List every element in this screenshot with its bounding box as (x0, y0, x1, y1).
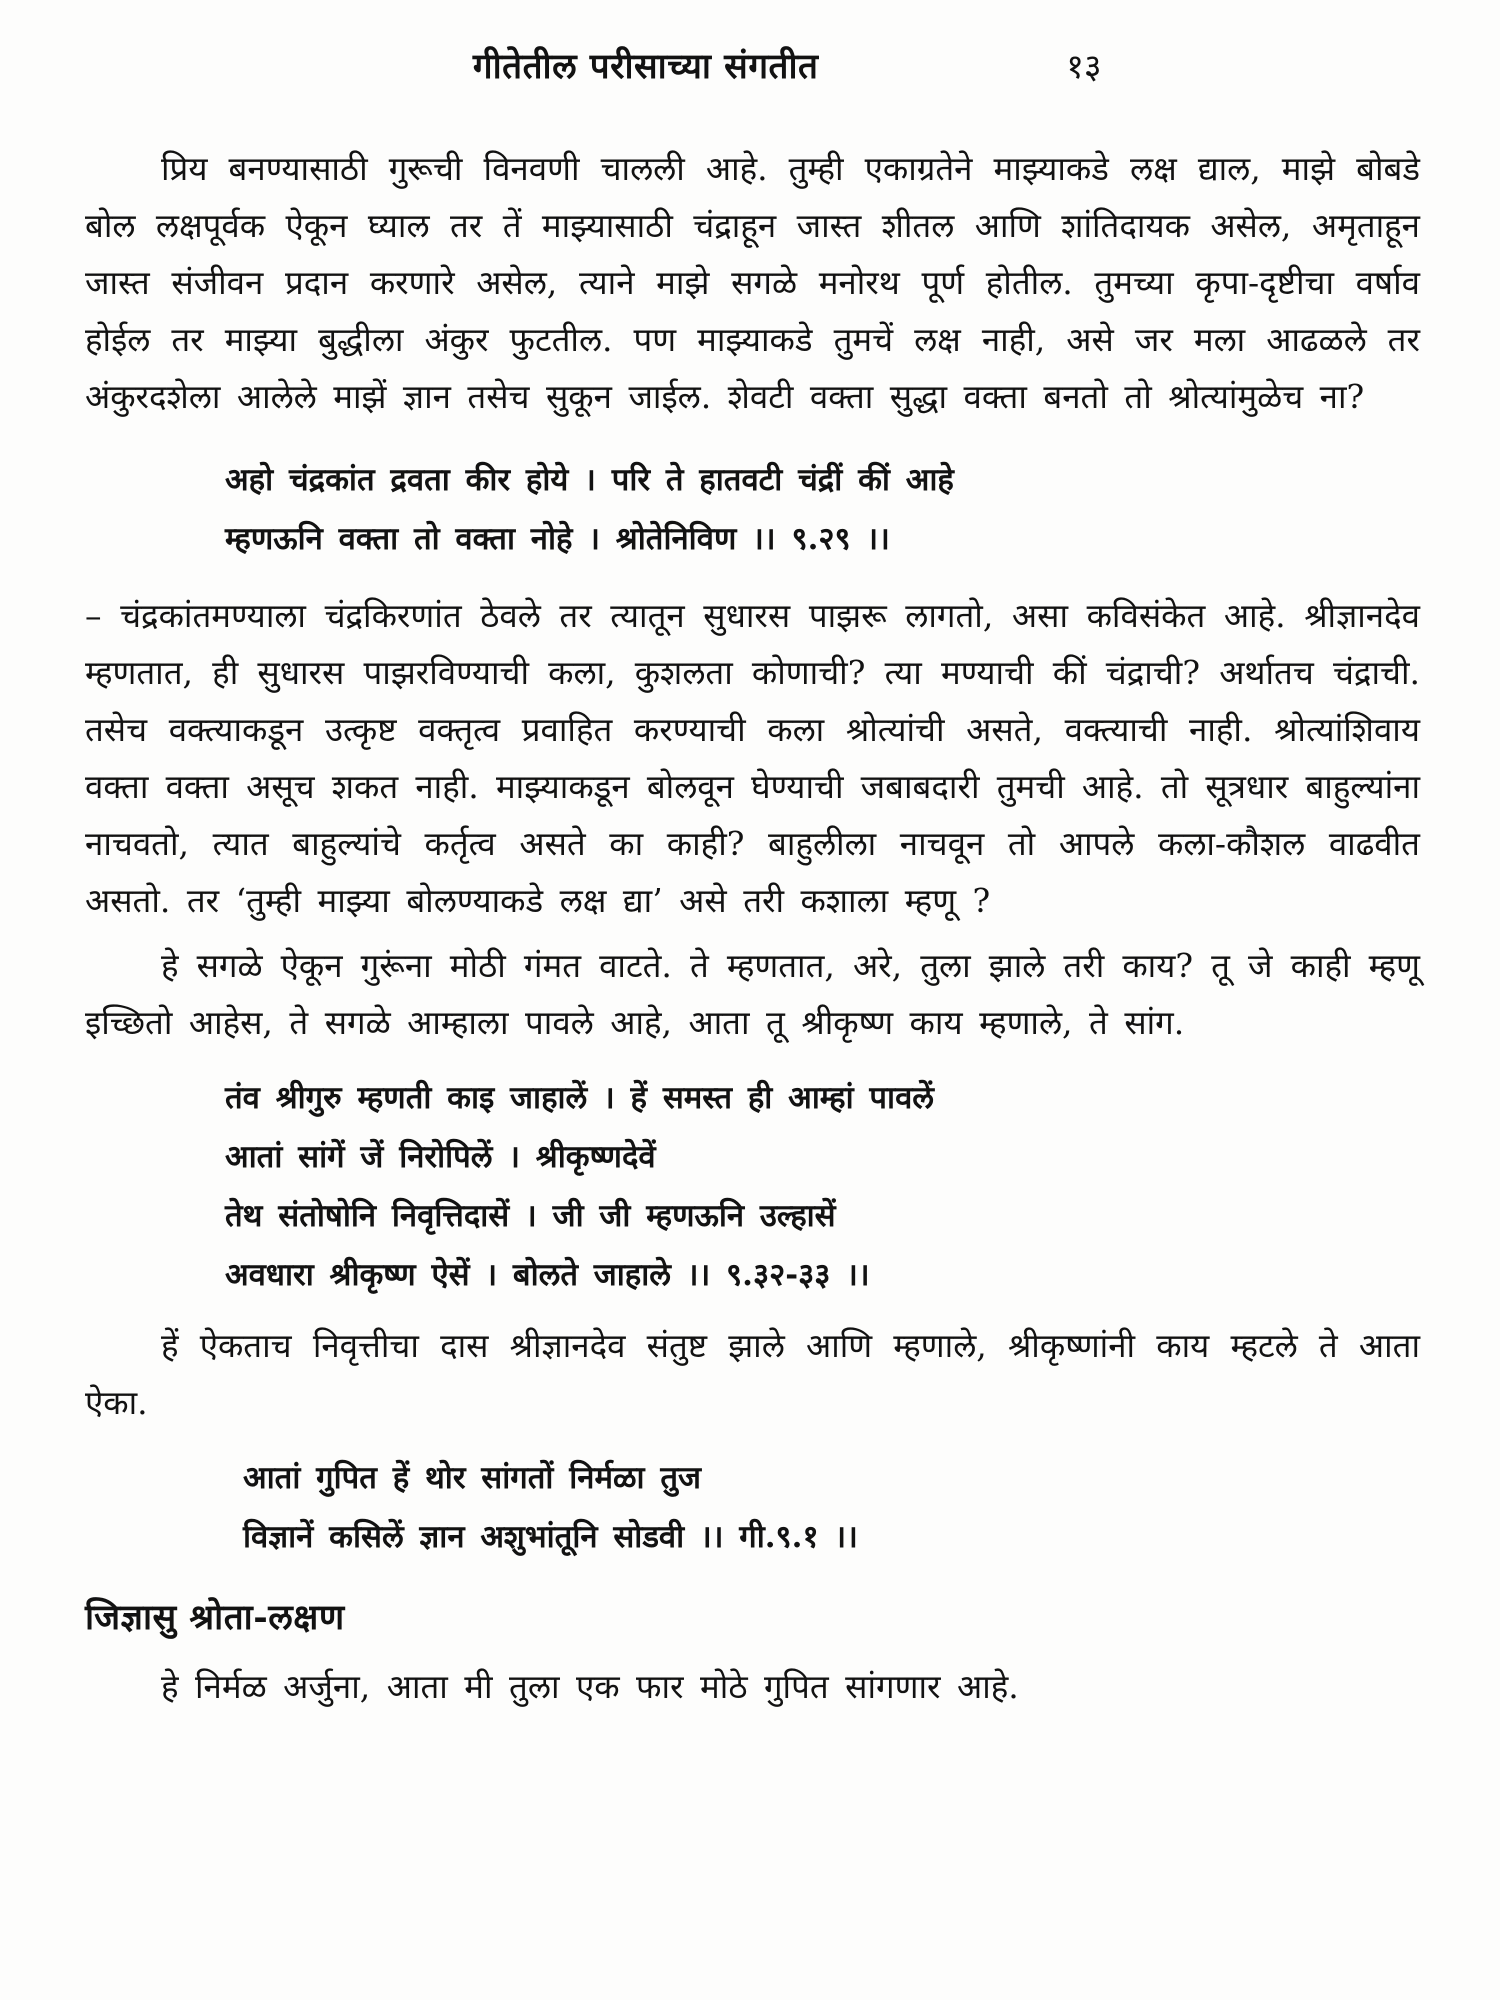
verse-line: म्हणऊनि वक्ता तो वक्ता नोहे । श्रोतेनिविण ।। ९.२९ ।। (225, 521, 890, 557)
verse-line: अहो चंद्रकांत द्रवता कीर होये । परि ते हातवटी चंद्रीं कीं आहे (225, 462, 954, 498)
paragraph-3: हे सगळे ऐकून गुरूंना मोठी गंमत वाटते. ते म्हणतात, अरे, तुला झाले तरी काय? तू जे काही म्हणू इच्छितो आहेस, ते सगळे आम्हाला पावले आहे, आता तू श्रीकृष्ण काय म्हणाले, ते सांग. (85, 946, 1420, 1042)
spacer (85, 929, 1420, 937)
verse-line: आतां गुपित हें थोर सांगतों निर्मळा तुज (243, 1460, 702, 1496)
verse-line: आतां सांगें जें निरोपिलें । श्रीकृष्णदेवें (225, 1139, 656, 1175)
verse-line: अवधारा श्रीकृष्ण ऐसें । बोलते जाहाले ।। ९.३२-३३ ।। (225, 1257, 870, 1293)
page-number: १३ (1066, 47, 1102, 87)
page-title: गीतेतील परीसाच्या संगतीत (472, 46, 819, 87)
page-header (85, 42, 1420, 88)
paragraph-5: हे निर्मळ अर्जुना, आता मी तुला एक फार मोठे गुपित सांगणार आहे. (161, 1667, 1019, 1706)
verse-line: तेथ संतोषोनि निवृत्तिदासें । जी जी म्हणऊनि उल्हासें (225, 1198, 836, 1234)
paragraph-4: हें ऐकताच निवृत्तीचा दास श्रीज्ञानदेव संतुष्ट झाले आणि म्हणाले, श्रीकृष्णांनी काय म्हटले ते आता ऐका. (85, 1326, 1420, 1422)
verse-quote-3 (243, 1449, 1420, 1567)
verse-quote-1 (225, 451, 1420, 569)
section-heading: जिज्ञासु श्रोता-लक्षण (85, 1597, 345, 1638)
verse-line: तंव श्रीगुरु म्हणती काइ जाहालें । हें समस्त ही आम्हां पावलें (225, 1080, 934, 1116)
paragraph-2: – चंद्रकांतमण्याला चंद्रकिरणांत ठेवले तर त्यातून सुधारस पाझरू लागतो, असा कविसंकेत आहे. श्रीज्ञानदेव म्हणतात, ही सुधारस पाझरविण्याची कला, कुशलता कोणाची? त्या मण्याची कीं चंद्राची? अर्थातच चंद्राची. तसेच वक्त्याकडून उत्कृष्ट वक्तृत्व प्रवाहित करण्याची कला श्रोत्यांची असते, वक्त्याची नाही. श्रोत्यांशिवाय वक्ता वक्ता असूच शकत नाही. माझ्याकडून बोलवून घेण्याची जबाबदारी तुमची आहे. तो सूत्रधार बाहुल्यांना नाचवतो, त्यात बाहुल्यांचे कर्तृत्व असते का काही? बाहुलीला नाचवून तो आपले कला-कौशल वाढवीत असतो. तर ‘तुम्ही माझ्या बोलण्याकडे लक्ष द्या’ असे तरी कशाला म्हणू ? (85, 596, 1420, 920)
page-body (85, 140, 1420, 1715)
verse-line: विज्ञानें कसिलें ज्ञान अशुभांतूनि सोडवी ।। गी.९.१ ।। (243, 1519, 858, 1555)
verse-quote-2 (225, 1069, 1420, 1305)
paragraph-1: प्रिय बनण्यासाठी गुरूची विनवणी चालली आहे. तुम्ही एकाग्रतेने माझ्याकडे लक्ष द्याल, माझे बोबडे बोल लक्षपूर्वक ऐकून घ्याल तर तें माझ्यासाठी चंद्राहून जास्त शीतल आणि शांतिदायक असेल, अमृताहून जास्त संजीवन प्रदान करणारे असेल, त्याने माझे सगळे मनोरथ पूर्ण होतील. तुमच्या कृपा-दृष्टीचा वर्षाव होईल तर माझ्या बुद्धीला अंकुर फुटतील. पण माझ्याकडे तुमचें लक्ष नाही, असे जर मला आढळले तर अंकुरदशेला आलेले माझें ज्ञान तसेच सुकून जाईल. शेवटी वक्ता सुद्धा वक्ता बनतो तो श्रोत्यांमुळेच ना? (85, 149, 1420, 416)
